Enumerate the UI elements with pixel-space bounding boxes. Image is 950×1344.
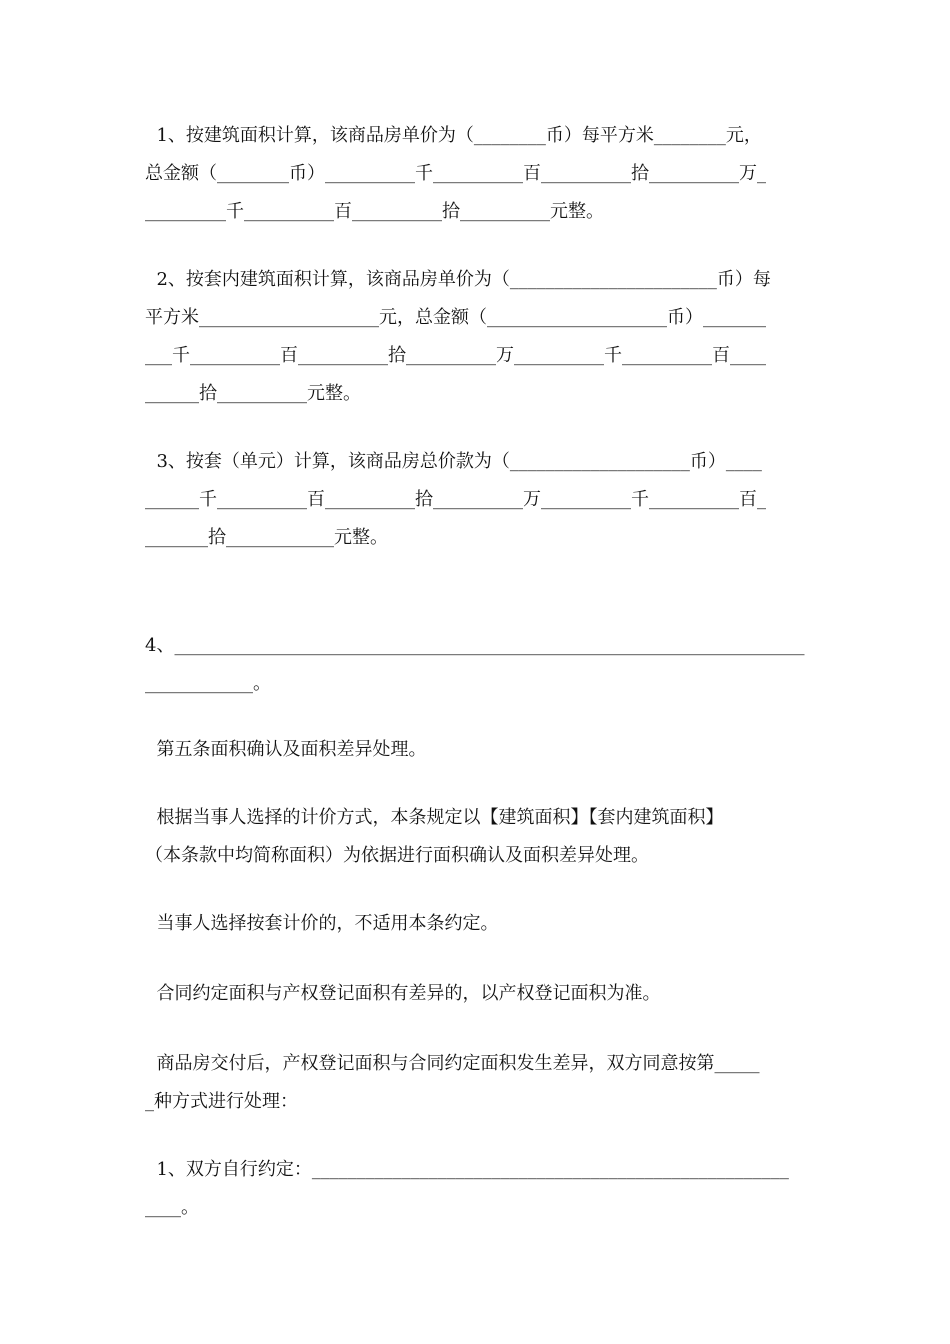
text-line: 当事人选择按套计价的，不适用本条约定。 — [145, 913, 499, 934]
text-line: 总金额（________币）__________千__________百__________拾__________万_ — [145, 163, 766, 184]
text-line: 4、______________________________________________________________________ — [145, 635, 805, 656]
text-line: _种方式进行处理： — [145, 1091, 298, 1112]
text-line: ______千__________百__________拾__________万__________千__________百_ — [145, 489, 766, 510]
text-line: 1、按建筑面积计算，该商品房单价为（________币）每平方米________元， — [145, 125, 762, 146]
section-heading: 第五条面积确认及面积差异处理。 — [145, 739, 427, 760]
text-line: ____。 — [145, 1197, 199, 1218]
text-line: 3、按套（单元）计算，该商品房总价款为（____________________币）____ — [145, 451, 762, 472]
text-line: ____________。 — [145, 673, 271, 694]
text-line: 商品房交付后，产权登记面积与合同约定面积发生差异，双方同意按第_____ — [145, 1053, 760, 1074]
text-line: ___千__________百__________拾__________万__________千__________百____ — [145, 345, 766, 366]
text-line: （本条款中均简称面积）为依据进行面积确认及面积差异处理。 — [145, 845, 649, 866]
text-line: _________千__________百__________拾__________元整。 — [145, 201, 604, 222]
text-line: _______拾____________元整。 — [145, 527, 388, 548]
text-line: 2、按套内建筑面积计算，该商品房单价为（_______________________币）每 — [145, 269, 771, 290]
text-line: 根据当事人选择的计价方式，本条规定以【建筑面积】【套内建筑面积】 — [145, 807, 724, 828]
text-line: 1、双方自行约定：_____________________________________________________ — [145, 1159, 789, 1180]
text-line: 合同约定面积与产权登记面积有差异的，以产权登记面积为准。 — [145, 983, 661, 1004]
text-line: ______拾__________元整。 — [145, 383, 361, 404]
text-line: 平方米____________________元，总金额（____________________币）_______ — [145, 307, 766, 328]
